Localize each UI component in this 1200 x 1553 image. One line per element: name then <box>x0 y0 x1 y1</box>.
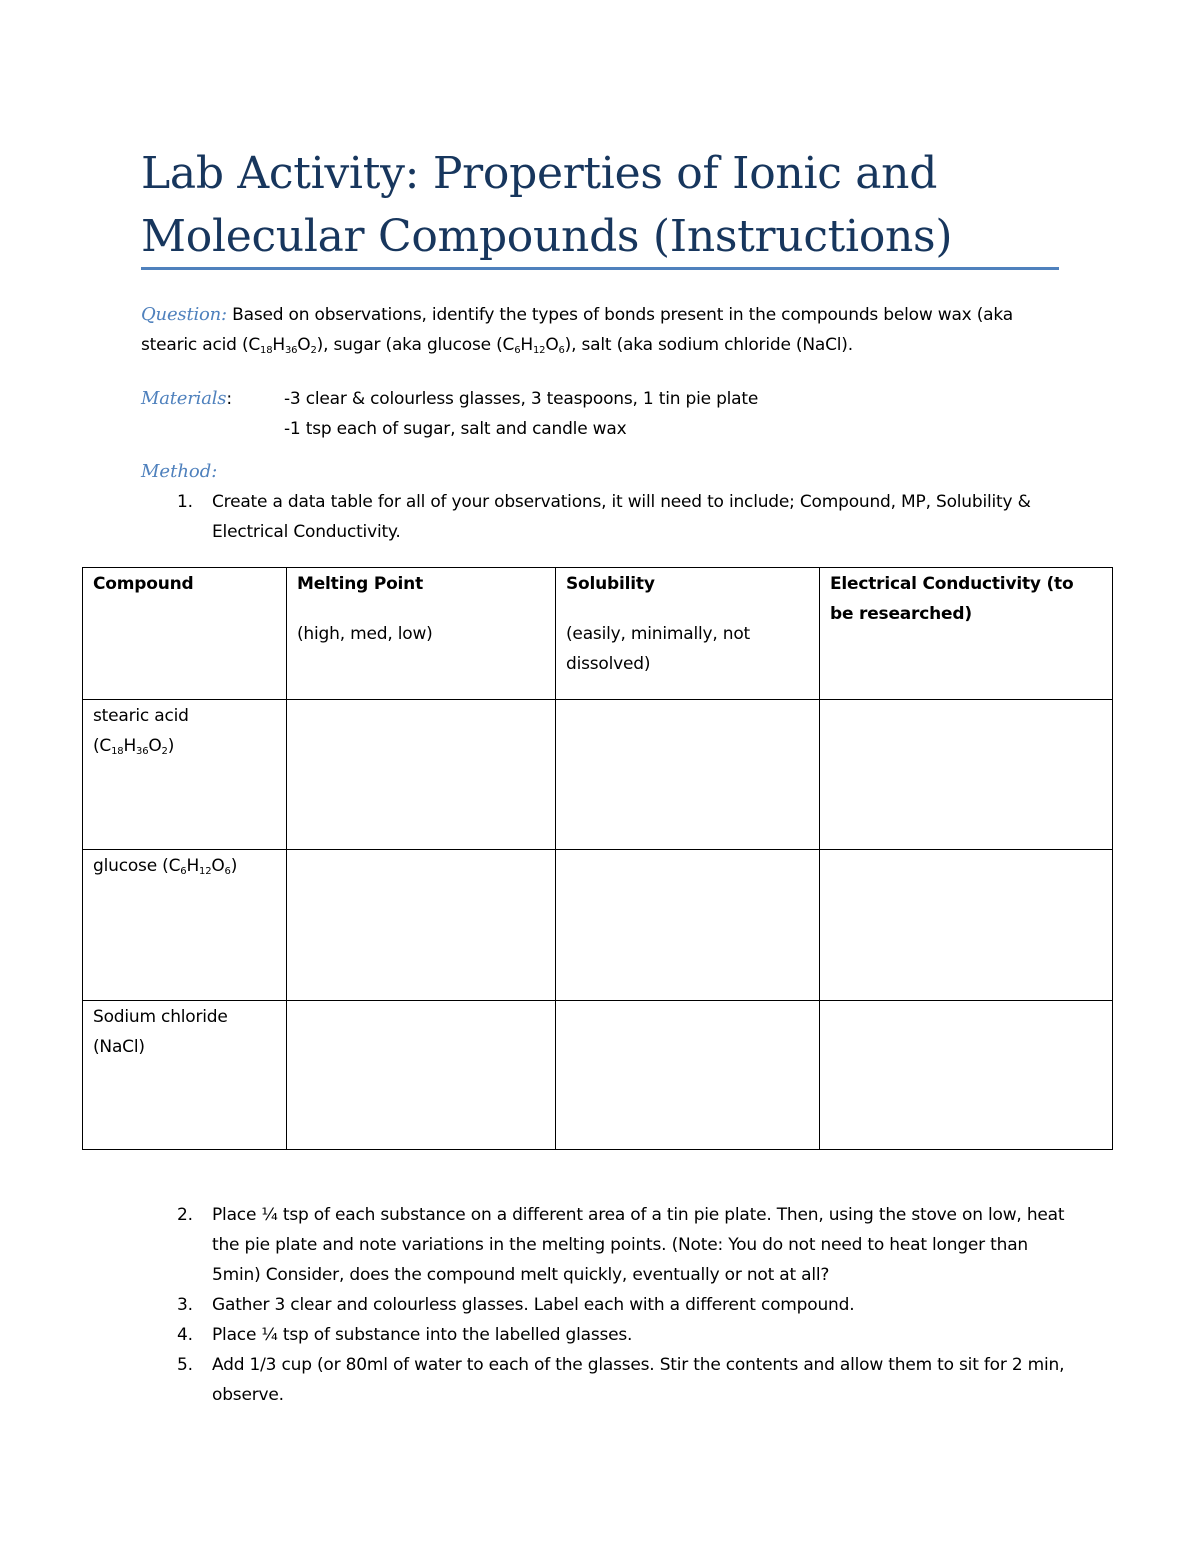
compound-cell-sodium-chloride <box>83 1001 287 1150</box>
compound-name: glucose (C <box>93 856 181 876</box>
element-symbol: H <box>520 335 533 355</box>
subscript: 6 <box>558 345 565 356</box>
materials-section <box>141 384 1061 444</box>
conductivity-cell[interactable] <box>820 1001 1113 1150</box>
header-melting-point-note: (high, med, low) <box>297 624 433 644</box>
step-text: Add 1/3 cup (or 80ml of water to each of the glasses. Stir the contents and allow them to sit for 2 min, observe. <box>212 1355 1065 1405</box>
question-label: Question: <box>141 304 227 325</box>
header-melting-point <box>287 568 556 700</box>
question-text-after: ), salt (aka sodium chloride (NaCl). <box>564 335 853 355</box>
melting-point-cell[interactable] <box>287 850 556 1001</box>
solubility-cell[interactable] <box>556 1001 820 1150</box>
table-row <box>83 1001 1113 1150</box>
observation-table <box>82 567 1113 1150</box>
header-compound: Compound <box>83 568 287 700</box>
element-symbol: H <box>272 335 285 355</box>
header-solubility-note: (easily, minimally, not dissolved) <box>566 624 750 674</box>
step-text: Place ¼ tsp of each substance on a different area of a tin pie plate. Then, using the stove on low, heat the pie plate and note variations in the melting points. (Note: You do not need to heat longer than 5min) Consider, does the compound melt quickly, eventually or not at all? <box>212 1205 1065 1285</box>
table-header-row <box>83 568 1113 700</box>
page-title: Lab Activity: Properties of Ionic and Molecular Compounds (Instructions) <box>141 148 953 262</box>
subscript: 18 <box>260 345 273 356</box>
formula-part: (C <box>93 736 112 756</box>
list-item <box>141 1350 1071 1410</box>
list-item <box>141 1200 1071 1290</box>
materials-label: Materials <box>141 388 227 409</box>
table-row <box>83 700 1113 850</box>
melting-point-cell[interactable] <box>287 1001 556 1150</box>
header-electrical-conductivity: Electrical Conductivity (to be researched) <box>820 568 1113 700</box>
step-number: 1. <box>177 492 193 512</box>
step-text: Create a data table for all of your observations, it will need to include; Compound, MP, Solubility & Electrical Conductivity. <box>212 492 1031 542</box>
conductivity-cell[interactable] <box>820 850 1113 1001</box>
subscript: 6 <box>514 345 521 356</box>
formula-part: ) <box>167 736 175 756</box>
step-number: 5. <box>177 1355 193 1375</box>
header-solubility <box>556 568 820 700</box>
solubility-cell[interactable] <box>556 850 820 1001</box>
subscript: 6 <box>224 866 231 877</box>
subscript: 6 <box>180 866 187 877</box>
subscript: 12 <box>199 866 212 877</box>
question-text-mid: ), sugar (aka glucose (C <box>316 335 515 355</box>
question-text-before: Based on observations, identify the types of bonds present in the compounds below wax (aka stearic acid (C <box>141 305 1013 355</box>
list-item <box>141 487 1071 547</box>
method-label: Method: <box>141 461 218 482</box>
element-symbol: O <box>148 736 162 756</box>
header-solubility-label: Solubility <box>566 574 655 594</box>
materials-line-2: -1 tsp each of sugar, salt and candle wax <box>284 419 627 439</box>
list-item <box>141 1290 1071 1320</box>
materials-colon: : <box>226 389 232 409</box>
element-symbol: O <box>297 335 311 355</box>
melting-point-cell[interactable] <box>287 700 556 850</box>
element-symbol: O <box>545 335 559 355</box>
step-number: 3. <box>177 1295 193 1315</box>
subscript: 12 <box>532 345 546 356</box>
element-symbol: H <box>186 856 200 876</box>
question-paragraph <box>141 300 1061 360</box>
title-underline <box>141 267 1059 270</box>
materials-line-1: -3 clear & colourless glasses, 3 teaspoons, 1 tin pie plate <box>284 389 759 409</box>
subscript: 36 <box>136 746 149 757</box>
subscript: 2 <box>161 746 168 757</box>
compound-cell-stearic-acid <box>83 700 287 850</box>
subscript: 18 <box>111 746 124 757</box>
step-text: Gather 3 clear and colourless glasses. Label each with a different compound. <box>212 1295 855 1315</box>
element-symbol: O <box>211 856 225 876</box>
subscript: 2 <box>310 345 317 356</box>
element-symbol: H <box>123 736 137 756</box>
compound-formula: (NaCl) <box>93 1037 145 1057</box>
formula-part: ) <box>230 856 238 876</box>
subscript: 36 <box>284 345 298 356</box>
compound-name: stearic acid <box>93 706 189 726</box>
solubility-cell[interactable] <box>556 700 820 850</box>
step-text: Place ¼ tsp of substance into the labelled glasses. <box>212 1325 633 1345</box>
method-steps-part-2 <box>141 1200 1071 1410</box>
step-number: 4. <box>177 1325 193 1345</box>
conductivity-cell[interactable] <box>820 700 1113 850</box>
compound-cell-glucose <box>83 850 287 1001</box>
table-row <box>83 850 1113 1001</box>
step-number: 2. <box>177 1205 193 1225</box>
compound-name: Sodium chloride <box>93 1007 228 1027</box>
list-item <box>141 1320 1071 1350</box>
method-steps-part-1 <box>141 487 1071 547</box>
header-melting-point-label: Melting Point <box>297 574 424 594</box>
